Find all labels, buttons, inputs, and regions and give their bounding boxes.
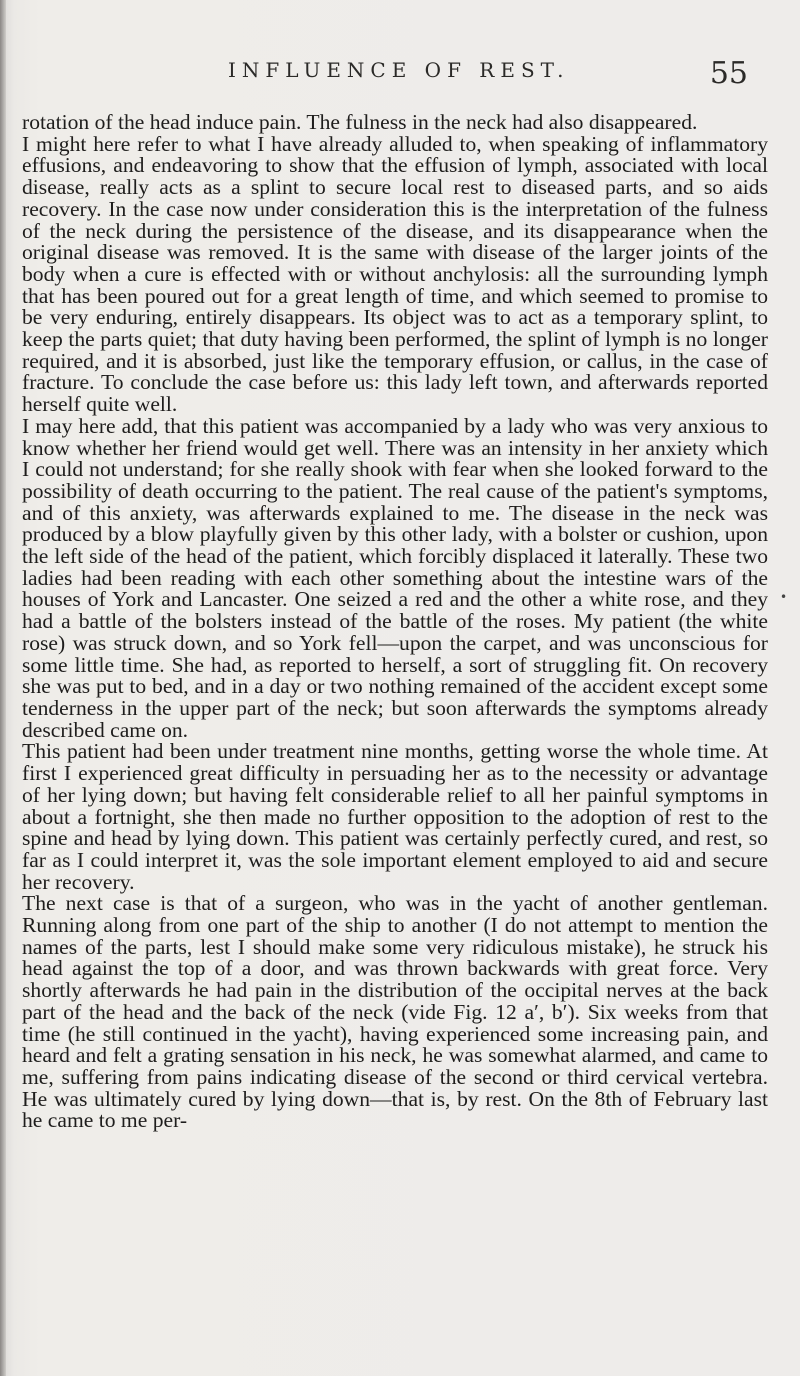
body-text: [22, 112, 768, 1132]
page-number: 55: [709, 56, 748, 91]
running-header: [228, 56, 748, 96]
paragraph: rotation of the head induce pain. The fulness in the neck had also disappeared.: [22, 110, 698, 134]
paragraph: The next case is that of a surgeon, who was in the yacht of another gentleman. Running along from one part of the ship to another (I do not attempt to mention the names of the parts, lest I should make some very ridiculous mistake), he struck his head against the top of a door, and was thrown backwards with great force. Very shortly afterwards he had pain in the distribution of the occipital nerves at the back part of the head and the back of the neck (vide Fig. 12 a′, b′). Six weeks from that time (he still continued in the yacht), having experienced some increasing pain, and heard and felt a grating sensation in his neck, he was somewhat alarmed, and came to me, suffering from pains indicating disease of the second or third cervical vertebra. He was ultimately cured by lying down—that is, by rest. On the 8th of February last he came to me per-: [22, 891, 768, 1133]
page-spine-shadow: [0, 0, 6, 1376]
paragraph: I may here add, that this patient was accompanied by a lady who was very anxious to know whether her friend would get well. There was an intensity in her anxiety which I could not understand; for she really shook with fear when she looked forward to the possibility of death occurring to the patient. The real cause of the patient's symptoms, and of this anxiety, was afterwards explained to me. The disease in the neck was produced by a blow playfully given by this other lady, with a bolster or cushion, upon the left side of the head of the patient, which forcibly displaced it laterally. These two ladies had been reading with each other something about the intestine wars of the houses of York and Lancaster. One seized a red and the other a white rose, and they had a battle of the bolsters instead of the battle of the roses. My patient (the white rose) was struck down, and so York fell—upon the carpet, and was unconscious for some little time. She had, as reported to herself, a sort of struggling fit. On recovery she was put to bed, and in a day or two nothing remained of the accident except some tenderness in the upper part of the neck; but soon afterwards the symptoms already described came on.: [22, 413, 768, 742]
paragraph: This patient had been under treatment nine months, getting worse the whole time. At first I experienced great difficulty in persuading her as to the necessity or advantage of her lying down; but having felt considerable relief to all her painful symptoms in about a fortnight, she then made no further opposition to the adoption of rest to the spine and head by lying down. This patient was certainly perfectly cured, and rest, so far as I could interpret it, was the sole important element employed to aid and secure her recovery.: [22, 739, 768, 894]
margin-mark: •: [780, 590, 788, 604]
running-title: INFLUENCE OF REST.: [228, 58, 570, 82]
paragraph: I might here refer to what I have already alluded to, when speaking of inflammatory effusions, and endeavoring to show that the effusion of lymph, associated with local disease, really acts as a splint to secure local rest to diseased parts, and so aids recovery. In the case now under consideration this is the interpretation of the fulness of the neck during the persistence of the disease, and its disappearance when the original disease was removed. It is the same with disease of the larger joints of the body when a cure is effected with or without anchylosis: all the surrounding lymph that has been poured out for a great length of time, and which seemed to promise to be very enduring, entirely disappears. Its object was to act as a temporary splint, to keep the parts quiet; that duty having been performed, the splint of lymph is no longer required, and it is absorbed, just like the temporary effusion, or callus, in the case of fracture. To conclude the case before us: this lady left town, and afterwards reported herself quite well.: [22, 131, 768, 417]
